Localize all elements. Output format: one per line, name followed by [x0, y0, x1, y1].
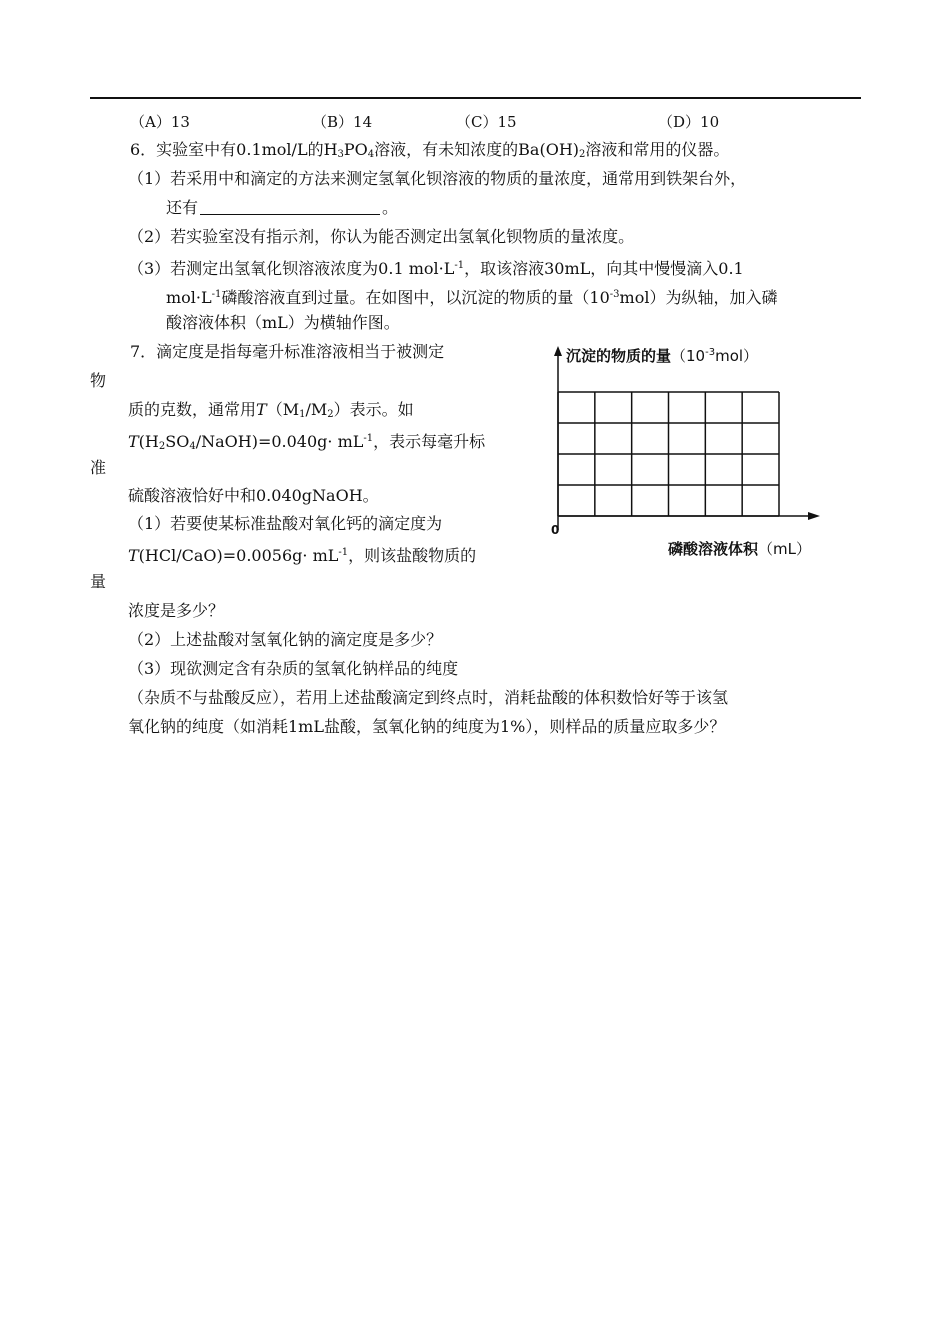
- q6-part3-line1: （3）若测定出氢氧化钡溶液浓度为0.1 $mol\cdot L^{-1}$，取该溶液30mL，向其中慢慢滴入0.1: [128, 259, 744, 278]
- q7-part1-line1: （1）若要使某标准盐酸对氧化钙的滴定度为: [128, 514, 443, 533]
- option-b: （B）14: [312, 113, 373, 131]
- q7-part2: （2）上述盐酸对氢氧化钠的滴定度是多少？: [128, 630, 443, 649]
- blank-graph: [540, 338, 860, 568]
- q7-part1-line3: 浓度是多少？: [128, 601, 225, 620]
- q7-part1-wrap: 量: [90, 572, 107, 591]
- x-axis-label: 磷酸溶液体积（mL）: [668, 540, 811, 558]
- q6-part1: （1）若采用中和滴定的方法来测定氢氧化钡溶液的物质的量浓度，通常用到铁架台外，: [128, 169, 747, 188]
- q7-line1-wrap: 物: [90, 371, 107, 390]
- x-axis-arrow: [808, 512, 820, 520]
- option-c: （C）15: [456, 113, 517, 131]
- q7-part1-line2: $T(HCl/CaO)=0.0056g\cdot mL^{-1}$，则该盐酸物质的: [128, 546, 477, 565]
- option-a: （A）13: [130, 113, 190, 131]
- header-rule: [90, 97, 861, 99]
- q6-intro: 6．实验室中有0.1mol/L的$H_3PO_4$溶液，有未知浓度的$Ba(OH)_2$溶液和常用的仪器。: [130, 140, 730, 160]
- q7-part3-line3: 氧化钠的纯度（如消耗1mL盐酸，氢氧化钠的纯度为1%），则样品的质量应取多少？: [128, 717, 726, 736]
- q7-line1: 7．滴定度是指每毫升标准溶液相当于被测定: [130, 342, 445, 361]
- y-axis-arrow: [554, 346, 562, 356]
- q7-line3: $T(H_2SO_4/NaOH)=0.040g\cdot mL^{-1}$，表示每毫升标: [128, 432, 486, 452]
- answer-blank[interactable]: [200, 200, 380, 215]
- y-axis-label: 沉淀的物质的量$(10^{-3}mol)$: [566, 347, 759, 365]
- q6-part3-line2: $mol\cdot L^{-1}$磷酸溶液直到过量。在如图中，以沉淀的物质的量$(10^{-3}mol)$为纵轴，加入磷: [166, 288, 778, 307]
- q6-part3-line3: 酸溶液体积（mL）为横轴作图。: [166, 313, 400, 332]
- q6-part1-answer: 还有 。: [166, 198, 399, 217]
- option-d: （D）10: [658, 113, 720, 131]
- q7-part3-line2: （杂质不与盐酸反应），若用上述盐酸滴定到终点时，消耗盐酸的体积数恰好等于该氢: [128, 688, 729, 707]
- q7-line4: 硫酸溶液恰好中和0.040gNaOH。: [128, 486, 379, 505]
- q7-part3-line1: （3）现欲测定含有杂质的氢氧化钠样品的纯度: [128, 659, 459, 678]
- q7-line3-wrap: 准: [90, 458, 107, 477]
- origin-label: 0: [551, 523, 560, 537]
- graph-grid: [558, 392, 779, 516]
- q6-part2: （2）若实验室没有指示剂，你认为能否测定出氢氧化钡物质的量浓度。: [128, 227, 635, 246]
- q7-line2: 质的克数，通常用$T(M_1/M_2)$表示。如: [128, 400, 414, 420]
